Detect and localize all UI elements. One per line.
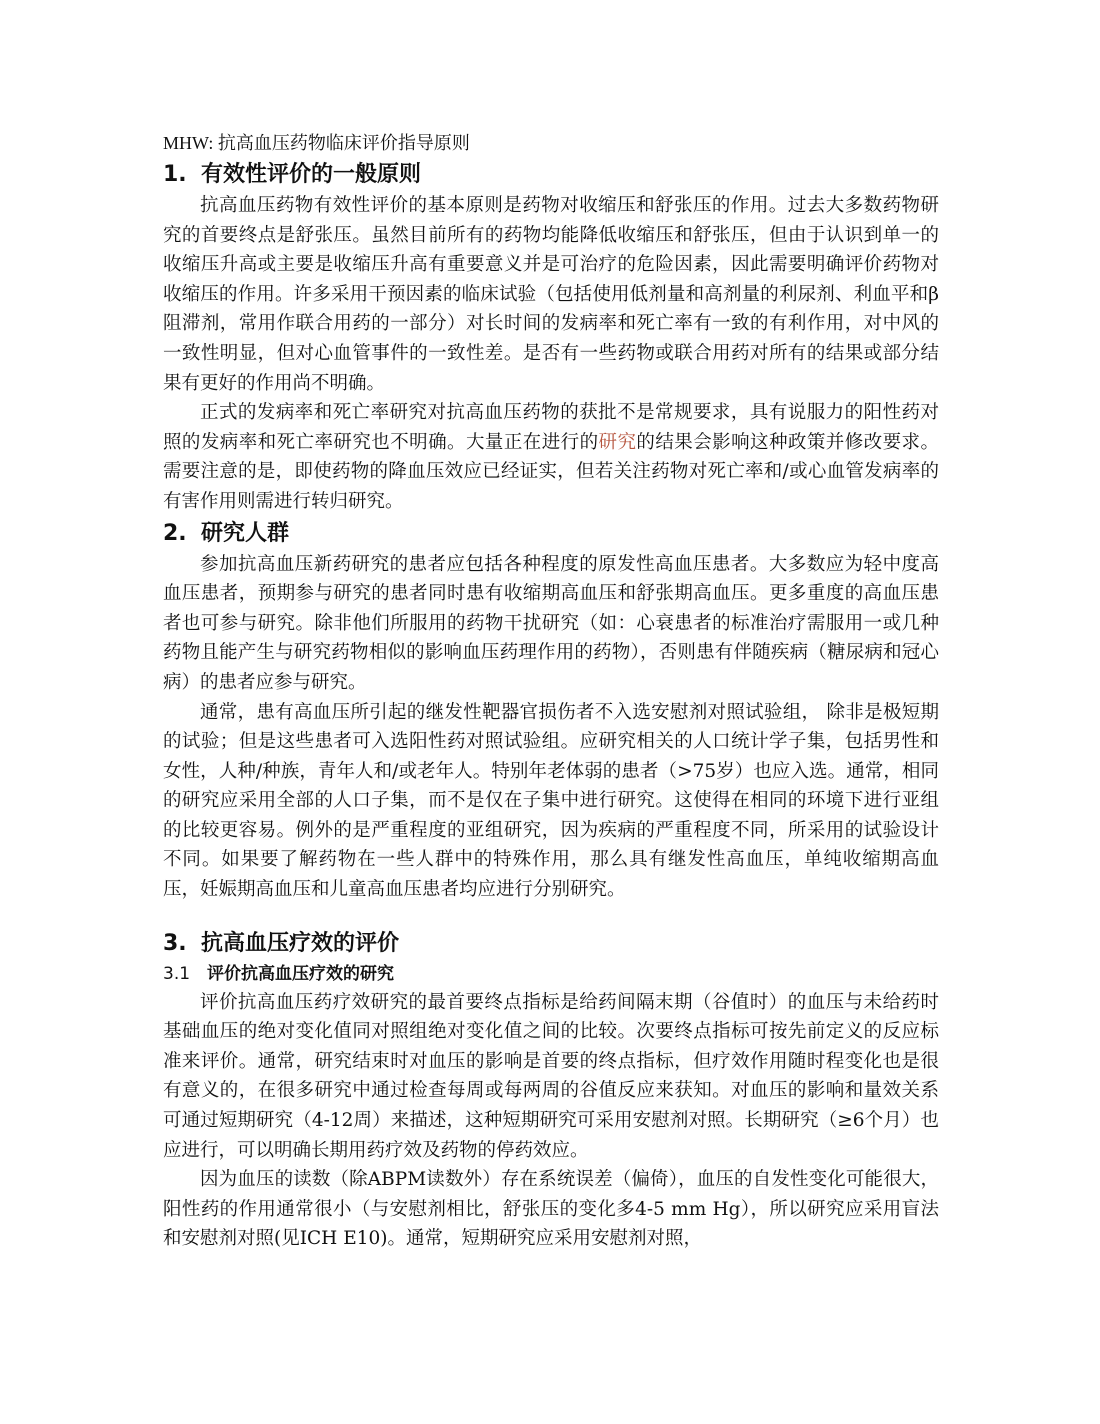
section-2-heading [163, 517, 939, 550]
section-1-title: 有效性评价的一般原则 [201, 162, 422, 187]
section-3-heading [163, 927, 939, 960]
section-1-number: 1. [163, 162, 187, 187]
section-3-paragraph-1: 评价抗高血压药疗效研究的最首要终点指标是给药间隔末期（谷值时）的血压与未给药时基础血压的绝对变化值同对照组绝对变化值之间的比较。次要终点指标可按先前定义的反应标准来评价。通常，研究结束时对血压的影响是首要的终点指标，但疗效作用随时程变化也是很有意义的，在很多研究中通过检查每周或每两周的谷值反应来获知。对血压的影响和量效关系可通过短期研究（4-12周）来描述，这种短期研究可采用安慰剂对照。长期研究（≥6个月）也应进行，可以明确长期用药疗效及药物的停药效应。 [163, 991, 939, 1161]
section-2-paragraph-1: 参加抗高血压新药研究的患者应包括各种程度的原发性高血压患者。大多数应为轻中度高血压患者，预期参与研究的患者同时患有收缩期高血压和舒张期高血压。更多重度的高血压患者也可参与研究。除非他们所服用的药物干扰研究（如：心衰患者的标准治疗需服用一或几种药物且能产生与研究药物相似的影响血压药理作用的药物），否则患有伴随疾病（糖尿病和冠心病）的患者应参与研究。 [163, 553, 939, 693]
section-3-title: 抗高血压疗效的评价 [201, 930, 400, 956]
subsection-3-1-title: 评价抗高血压疗效的研究 [207, 963, 394, 984]
section-1-paragraph-2-part-b: 的结果会影响这种政策并修改要求。需要注意的是，即使药物的降血压效应已经证实，但若关注药物对死亡率和/或心血管发病率的有害作用则需进行转归研究。 [163, 431, 939, 512]
document-title: MHW: 抗高血压药物临床评价指导原则 [163, 133, 470, 153]
section-2-paragraph-2: 通常，患有高血压所引起的继发性靶器官损伤者不入选安慰剂对照试验组， 除非是极短期的试验；但是这些患者可入选阳性药对照试验组。应研究相关的人口统计学子集，包括男性和女性，人种/种族，青年人和/或老年人。特别年老体弱的患者（>75岁）也应入选。通常，相同的研究应采用全部的人口子集，而不是仅在子集中进行研究。这使得在相同的环境下进行亚组的比较更容易。例外的是严重程度的亚组研究，因为疾病的严重程度不同，所采用的试验设计不同。如果要了解药物在一些人群中的特殊作用，那么具有继发性高血压，单纯收缩期高血压，妊娠期高血压和儿童高血压患者均应进行分别研究。 [163, 701, 939, 901]
section-1-paragraph-1: 抗高血压药物有效性评价的基本原则是药物对收缩压和舒张压的作用。过去大多数药物研究的首要终点是舒张压。虽然目前所有的药物均能降低收缩压和舒张压，但由于认识到单一的收缩压升高或主要是收缩压升高有重要意义并是可治疗的危险因素，因此需要明确评价药物对收缩压的作用。许多采用干预因素的临床试验（包括使用低剂量和高剂量的利尿剂、利血平和β阻滞剂，常用作联合用药的一部分）对长时间的发病率和死亡率有一致的有利作用，对中风的一致性明显，但对心血管事件的一致性差。是否有一些药物或联合用药对所有的结果或部分结果有更好的作用尚不明确。 [163, 195, 939, 394]
section-3-number: 3. [163, 930, 187, 956]
subsection-3-1-heading [163, 960, 939, 988]
section-spacer [163, 905, 939, 927]
section-1-paragraph-2 [163, 398, 939, 516]
section-2-number: 2. [163, 520, 187, 546]
section-3-paragraph-2: 因为血压的读数（除ABPM读数外）存在系统误差（偏倚），血压的自发性变化可能很大，阳性药的作用通常很小（与安慰剂相比，舒张压的变化多4-5 mm Hg），所以研究应采用盲法和安慰剂对照(见ICH E10)。通常，短期研究应采用安慰剂对照， [163, 1169, 939, 1250]
subsection-3-1-number: 3.1 [163, 963, 191, 984]
document-body [163, 128, 939, 1254]
research-link[interactable]: 研究 [598, 431, 637, 453]
section-1-heading [163, 158, 939, 191]
section-2-title: 研究人群 [201, 520, 290, 546]
section-1-paragraph-2-part-a: 正式的发病率和死亡率研究对抗高血压药物的获批不是常规要求，具有说服力的阳性药对照的发病率和死亡率研究也不明确。大量正在进行的 [163, 402, 939, 453]
